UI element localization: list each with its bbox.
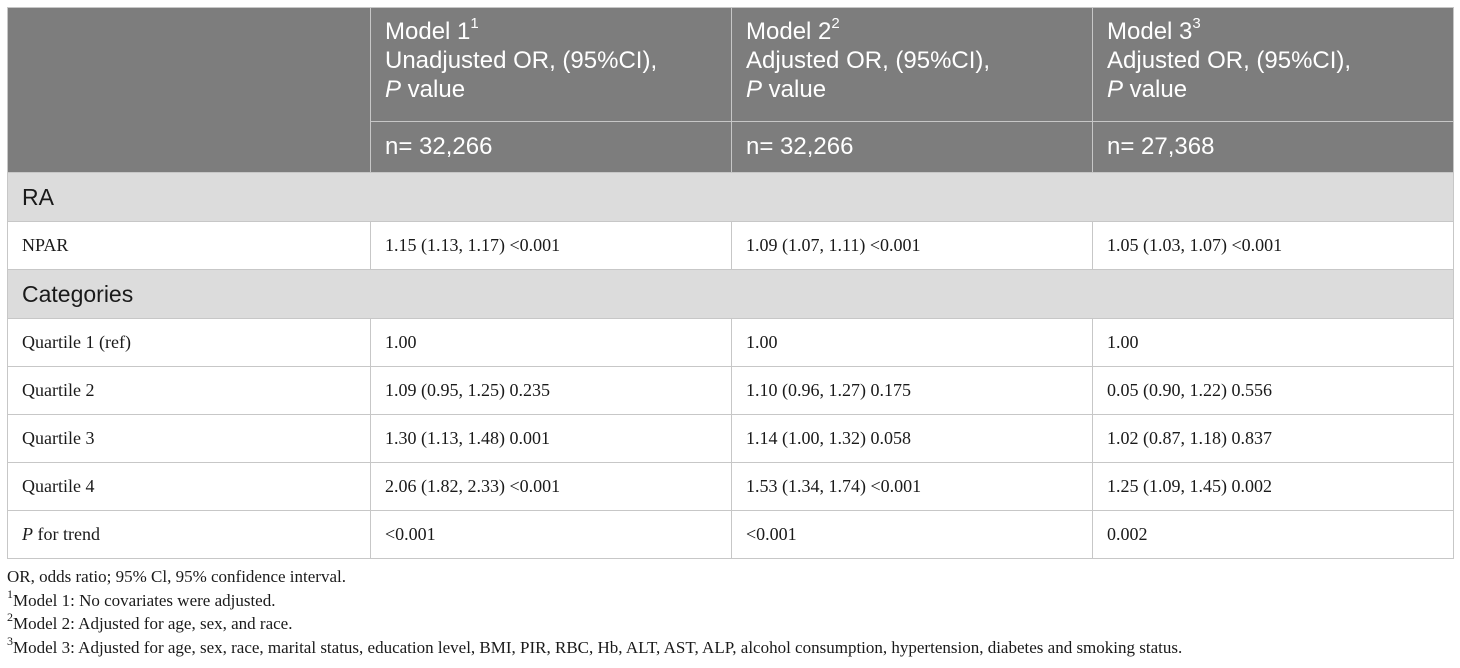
model-3-n: n= 27,368 — [1093, 122, 1454, 173]
table-cell: 2.06 (1.82, 2.33) <0.001 — [371, 463, 732, 511]
row-label-quartile-1: Quartile 1 (ref) — [8, 319, 371, 367]
table-row — [8, 511, 1454, 559]
model-1-title: Model 1 — [385, 18, 471, 45]
model-2-p-label: P — [746, 76, 763, 103]
table-row — [8, 367, 1454, 415]
section-row-ra — [8, 173, 1454, 222]
model-2-subtitle: Adjusted OR, (95%CI), — [746, 47, 991, 74]
footnote-1 — [7, 586, 1182, 613]
model-3-title: Model 3 — [1107, 18, 1193, 45]
row-label-p-for-trend — [8, 511, 371, 559]
p-label: P — [22, 524, 33, 544]
table-cell: 1.05 (1.03, 1.07) <0.001 — [1093, 222, 1454, 270]
model-1-p-label: P — [385, 76, 402, 103]
model-1-p-rest: value — [401, 76, 466, 103]
row-label-quartile-2: Quartile 2 — [8, 367, 371, 415]
footnote-2 — [7, 612, 1182, 636]
trend-label-rest: for trend — [33, 524, 100, 544]
footnote-1-sup: 1 — [7, 586, 13, 601]
model-1-sup: 1 — [470, 15, 479, 32]
table-cell: 1.00 — [1093, 319, 1454, 367]
table-cell: 0.002 — [1093, 511, 1454, 559]
row-label-quartile-3: Quartile 3 — [8, 415, 371, 463]
model-3-p-rest: value — [1123, 76, 1188, 103]
model-1-n: n= 32,266 — [371, 122, 732, 173]
table-row — [8, 319, 1454, 367]
table-cell: 1.25 (1.09, 1.45) 0.002 — [1093, 463, 1454, 511]
table-row — [8, 222, 1454, 270]
footnote-1-text: Model 1: No covariates were adjusted. — [13, 590, 276, 610]
header-model-3 — [1093, 8, 1454, 122]
table-cell: 0.05 (0.90, 1.22) 0.556 — [1093, 367, 1454, 415]
model-2-n: n= 32,266 — [732, 122, 1093, 173]
model-2-sup: 2 — [831, 15, 840, 32]
table-cell: 1.00 — [371, 319, 732, 367]
header-model-2 — [732, 8, 1093, 122]
table-cell: <0.001 — [732, 511, 1093, 559]
row-label-npar: NPAR — [8, 222, 371, 270]
footnote-3-sup: 3 — [7, 633, 13, 648]
model-1-subtitle: Unadjusted OR, (95%CI), — [385, 47, 658, 74]
footnote-2-text: Model 2: Adjusted for age, sex, and race. — [13, 614, 293, 633]
model-2-p-rest: value — [762, 76, 827, 103]
table-cell: 1.14 (1.00, 1.32) 0.058 — [732, 415, 1093, 463]
footnote-3 — [7, 633, 1183, 660]
section-label-ra: RA — [8, 173, 1454, 222]
table-cell: 1.02 (0.87, 1.18) 0.837 — [1093, 415, 1454, 463]
results-table — [7, 7, 1454, 559]
footnote-abbreviations: OR, odds ratio; 95% Cl, 95% confidence interval. — [7, 567, 346, 586]
section-row-categories — [8, 270, 1454, 319]
model-3-subtitle: Adjusted OR, (95%CI), — [1107, 47, 1352, 74]
table-cell: 1.09 (1.07, 1.11) <0.001 — [732, 222, 1093, 270]
model-3-sup: 3 — [1192, 15, 1201, 32]
section-label-categories: Categories — [8, 270, 1454, 319]
model-3-p-label: P — [1107, 76, 1124, 103]
row-label-quartile-4: Quartile 4 — [8, 463, 371, 511]
table-row — [8, 463, 1454, 511]
table-footnotes — [7, 565, 1182, 659]
table-cell: 1.30 (1.13, 1.48) 0.001 — [371, 415, 732, 463]
results-table-container — [7, 7, 1453, 559]
table-cell: 1.09 (0.95, 1.25) 0.235 — [371, 367, 732, 415]
table-cell: 1.10 (0.96, 1.27) 0.175 — [732, 367, 1093, 415]
model-2-title: Model 2 — [746, 18, 832, 45]
header-row — [8, 8, 1454, 122]
table-cell: <0.001 — [371, 511, 732, 559]
table-cell: 1.53 (1.34, 1.74) <0.001 — [732, 463, 1093, 511]
footnote-3-text: Model 3: Adjusted for age, sex, race, marital status, education level, BMI, PIR, RBC, Hb, ALT, AST, ALP, alcohol consumption, hypertension, diabetes and smoking status. — [13, 637, 1183, 657]
header-blank-cell — [8, 8, 371, 173]
table-cell: 1.00 — [732, 319, 1093, 367]
table-cell: 1.15 (1.13, 1.17) <0.001 — [371, 222, 732, 270]
header-model-1 — [371, 8, 732, 122]
table-row — [8, 415, 1454, 463]
footnote-2-sup: 2 — [7, 610, 13, 625]
